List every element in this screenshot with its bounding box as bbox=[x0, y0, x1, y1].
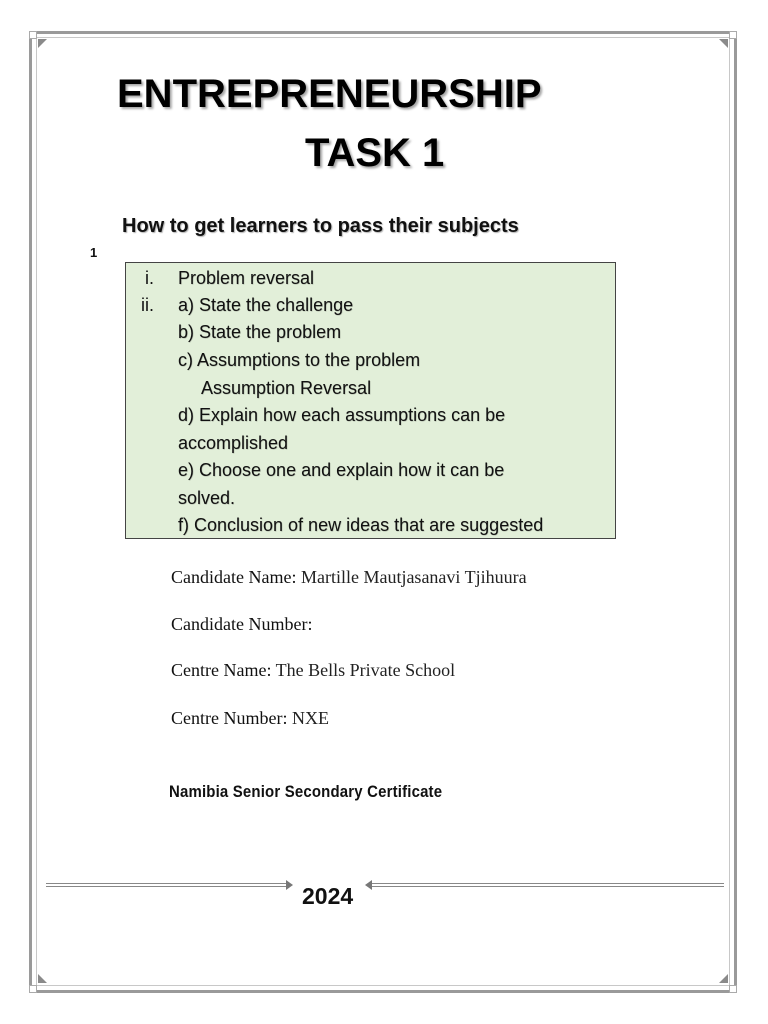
list-numeral: i. bbox=[145, 268, 154, 288]
corner-ornament-top-right bbox=[719, 39, 728, 48]
arrowhead-icon bbox=[286, 880, 293, 890]
decorative-arrow-left bbox=[46, 883, 286, 887]
candidate-number-label: Candidate Number: bbox=[171, 614, 313, 634]
corner-ornament-bottom-right bbox=[719, 974, 728, 983]
centre-number-row bbox=[171, 708, 329, 729]
candidate-name-row bbox=[171, 567, 527, 588]
candidate-name-label: Candidate Name: bbox=[171, 567, 297, 587]
frame-tick bbox=[29, 31, 37, 39]
centre-name-row bbox=[171, 660, 455, 681]
list-item: e) Choose one and explain how it can be bbox=[178, 460, 505, 480]
document-title: ENTREPRENEURSHIP bbox=[117, 72, 542, 116]
list-item: Assumption Reversal bbox=[201, 378, 372, 398]
corner-ornament-top-left bbox=[38, 39, 47, 48]
steps-box bbox=[125, 262, 616, 539]
page-marker: 1 bbox=[90, 245, 98, 260]
document-title-task: TASK 1 bbox=[305, 131, 445, 175]
centre-number-value: NXE bbox=[291, 708, 329, 728]
list-item: Problem reversal bbox=[178, 268, 315, 288]
list-item: c) Assumptions to the problem bbox=[178, 350, 421, 370]
list-item: d) Explain how each assumptions can be bbox=[178, 405, 506, 425]
list-item: b) State the problem bbox=[178, 322, 342, 342]
frame-tick bbox=[729, 31, 737, 39]
centre-name-label: Centre Name: bbox=[171, 660, 272, 680]
year: 2024 bbox=[302, 883, 354, 909]
list-item: f) Conclusion of new ideas that are suggested bbox=[178, 515, 544, 535]
centre-number-label: Centre Number: bbox=[171, 708, 288, 728]
frame-tick bbox=[729, 985, 737, 993]
candidate-number-row bbox=[171, 614, 312, 635]
list-item: a) State the challenge bbox=[178, 295, 354, 315]
list-item: solved. bbox=[178, 488, 236, 508]
list-numeral: ii. bbox=[141, 295, 154, 315]
frame-tick bbox=[29, 985, 37, 993]
certificate-name: Namibia Senior Secondary Certificate bbox=[169, 782, 443, 801]
decorative-arrow-right bbox=[372, 883, 724, 887]
arrowhead-icon bbox=[365, 880, 372, 890]
document-subtitle: How to get learners to pass their subjects bbox=[122, 215, 519, 237]
candidate-name-value: Martille Mautjasanavi Tjihuura bbox=[300, 567, 527, 587]
centre-name-value: The Bells Private School bbox=[275, 660, 456, 680]
corner-ornament-bottom-left bbox=[38, 974, 47, 983]
list-item: accomplished bbox=[178, 433, 289, 453]
